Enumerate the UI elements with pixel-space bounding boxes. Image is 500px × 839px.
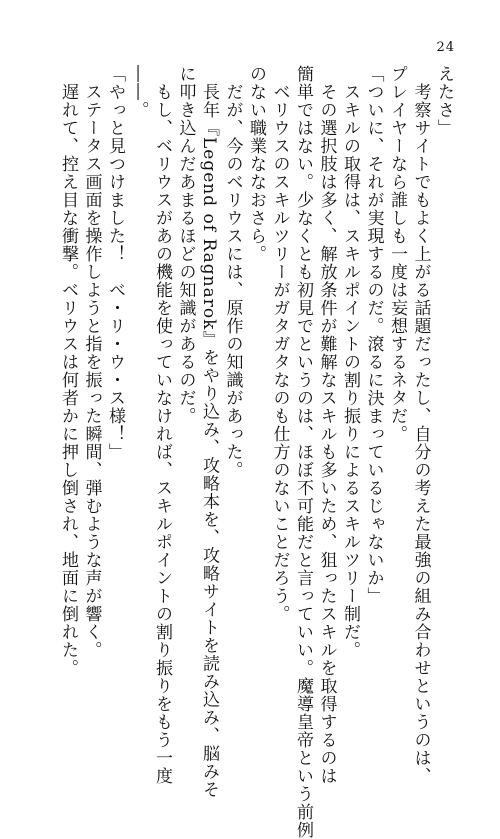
text-line: その選択肢は多く、解放条件が難解なスキルも多いため、狙ったスキルを取得するのは	[316, 65, 337, 785]
text-line: だが、今のベリウスには、原作の知識があった。	[222, 65, 243, 479]
text-line: もし、ベリウスがあの機能を使っていなければ、スキルポイントの割り振りをもう一度	[152, 65, 172, 785]
text-line: スキルの取得は、スキルポイントの割り振りによるスキルツリー制だ。	[340, 65, 360, 659]
body-text	[56, 65, 456, 839]
text-line: ――。	[128, 65, 149, 119]
text-line: えたさ」	[434, 65, 454, 137]
text-line: 簡単ではない。少なくとも初見でというのは、ほぼ不可能だと言っていい。魔導皇帝という前例	[293, 65, 313, 839]
text-line: 「やっと見つけました！ べ・リ・ウ・ス様！」	[105, 65, 125, 461]
text-line: プレイヤーなら誰しも一度は妄想するネタだ。	[387, 65, 407, 443]
text-line: 「ついに、それが実現するのだ。滾るに決まっているじゃないか」	[363, 65, 384, 605]
text-line: ベリウスのスキルツリーがガタガタなのも仕方のないことだろう。	[269, 65, 290, 623]
text-line: 遅れて、控え目な衝撃。ベリウスは何者かに押し倒され、地面に倒れた。	[58, 65, 78, 677]
text-line: のない職業ななおさら。	[246, 65, 266, 263]
text-line: ステータス画面を操作しようと指を振った瞬間、弾むような声が響く。	[81, 65, 102, 659]
text-line: に叩き込んだあまるほどの知識があるのだ。	[175, 65, 196, 425]
text-line: 考察サイトでもよく上がる話題だったし、自分の考えた最強の組み合わせというのは、	[410, 65, 431, 785]
text-line: 長年『Legend of Ragnarok』をやり込み、攻略本を、攻略サイトを読み込み、脳みそ	[199, 65, 219, 799]
page-number: 24	[436, 40, 455, 55]
